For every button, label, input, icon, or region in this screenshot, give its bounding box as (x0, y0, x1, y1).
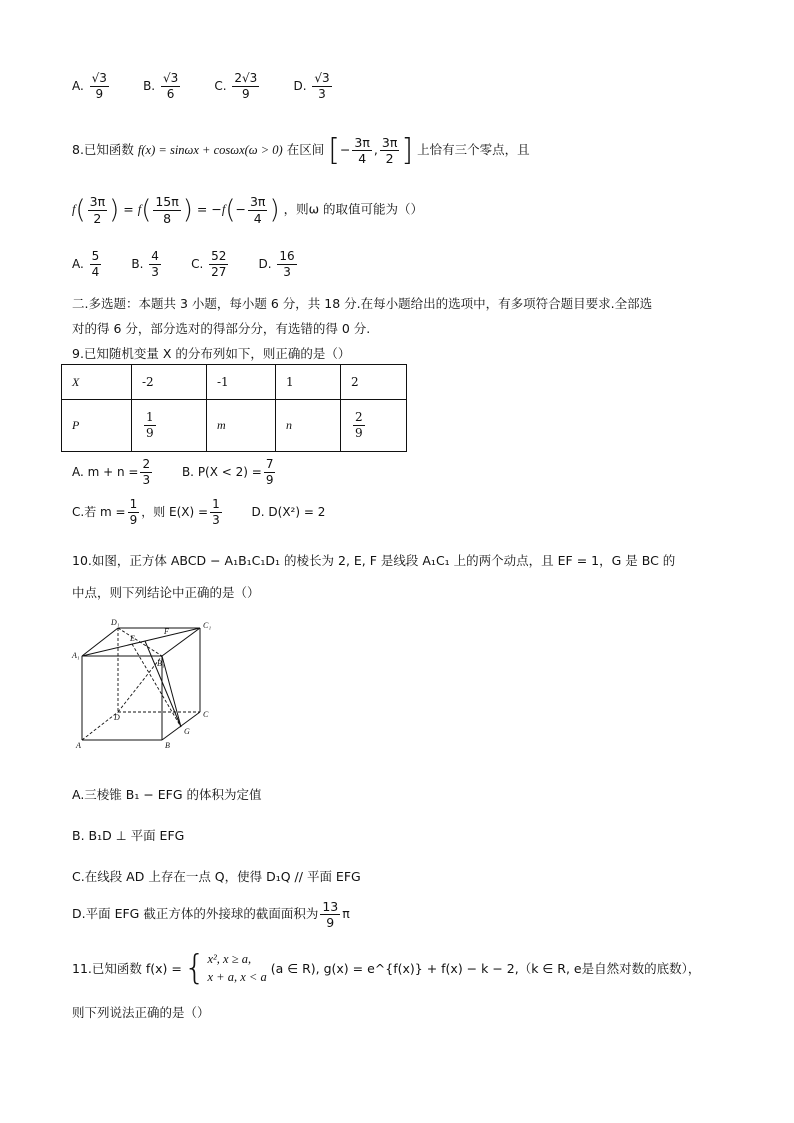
q9-options-ab (72, 458, 277, 486)
q8-option-a: A. $\frac{5}{4}$ (72, 249, 100, 279)
q9-options-cd (72, 498, 325, 526)
q8-stem: 8.已知函数 f(x) = sinωx + cosωx(ω > 0) 在区间 [− $\frac{3\pi}{4}$ , $\frac{3\pi}{2}$ ] 上恰有三个零点，且 (72, 133, 530, 168)
label-e: E (130, 634, 135, 643)
q7-option-c: C. $\frac{2√3}{9}$ (214, 71, 258, 101)
table-cell: -2 (132, 365, 207, 400)
q10-option-b: B. B₁D ⊥ 平面 EFG (72, 828, 185, 843)
section2-line2: 对的得 6 分，部分选对的得部分分，有选错的得 0 分. (72, 321, 371, 336)
label-b: B (165, 741, 170, 750)
label-d: D (114, 713, 120, 722)
q9-option-d: D. D(X²) = 2 (251, 504, 326, 519)
label-a1: A₁ (72, 651, 80, 660)
table-cell: m (207, 400, 276, 452)
q7-option-d: D. $\frac{√3}{3}$ (293, 71, 330, 101)
label-c1: C₁ (203, 621, 212, 630)
q9-stem: 9.已知随机变量 X 的分布列如下，则正确的是（） (72, 346, 351, 361)
q11-stem-line2: 则下列说法正确的是（） (72, 1005, 210, 1020)
label-f: F (164, 627, 169, 636)
q7-option-b: B. $\frac{√3}{6}$ (143, 71, 179, 101)
q8-option-c: C. $\frac{52}{27}$ (191, 249, 227, 279)
table-cell: X (62, 365, 132, 400)
figure-labels (71, 618, 211, 750)
q8-option-d: D. $\frac{16}{3}$ (258, 249, 295, 279)
q9-option-c: C.若 m = $\frac{1}{9}$ ，则 E(X) = $\frac{1}{3}$ (72, 497, 220, 527)
table-cell: 2 (341, 365, 407, 400)
q8-options (72, 250, 299, 278)
q9-option-a: A. m + n = $\frac{2}{3}$ (72, 457, 151, 487)
table-cell: n (276, 400, 341, 452)
q10-option-c: C.在线段 AD 上存在一点 Q，使得 D₁Q // 平面 EFG (72, 869, 361, 884)
section2-line1: 二.多选题：本题共 3 小题，每小题 6 分，共 18 分.在每小题给出的选项中，有多项符合题目要求.全部选 (72, 296, 653, 311)
q10-stem-line2: 中点，则下列结论中正确的是（） (72, 585, 260, 600)
table-cell: $\frac{1}{9}$ (132, 400, 207, 452)
q9-option-b: B. P(X < 2) = $\frac{7}{9}$ (181, 457, 274, 487)
table-cell: 1 (276, 365, 341, 400)
distribution-table (61, 364, 407, 452)
q11-stem: 11.已知函数 f(x) = { x², x ≥ a, x + a, x < a (a ∈ R), g(x) = e^{f(x)} + f(x) − k − 2,（k ∈ R, e是自然对数的底数）， (72, 948, 701, 989)
table-cell: $\frac{2}{9}$ (341, 400, 407, 452)
q10-option-a: A.三棱锥 B₁ − EFG 的体积为定值 (72, 787, 262, 802)
piecewise-cases: x², x ≥ a, x + a, x < a (207, 952, 267, 985)
q7-option-a: A. $\frac{√3}{9}$ (72, 71, 107, 101)
q8-condition: f( $\frac{3\pi}{2}$ ) = f( $\frac{15\pi}{8}$ ) = −f(− $\frac{3\pi}{4}$ ) ，则ω 的取值可能为（） (72, 194, 424, 226)
q10-stem-line1: 10.如图，正方体 ABCD − A₁B₁C₁D₁ 的棱长为 2, E, F 是线段 A₁C₁ 上的两个动点，且 EF = 1，G 是 BC 的 (72, 553, 676, 568)
label-d1: D₁ (111, 618, 120, 627)
label-a: A (76, 741, 81, 750)
q10-option-d: D.平面 EFG 截正方体的外接球的截面面积为 $\frac{13}{9}$ π (72, 899, 350, 931)
q7-options (72, 72, 334, 100)
label-g: G (184, 727, 190, 736)
table-cell: -1 (207, 365, 276, 400)
label-c: C (203, 710, 209, 719)
cube-figure (70, 615, 220, 755)
table-cell: P (62, 400, 132, 452)
label-b1: B₁ (157, 659, 165, 668)
q8-option-b: B. $\frac{4}{3}$ (131, 249, 159, 279)
